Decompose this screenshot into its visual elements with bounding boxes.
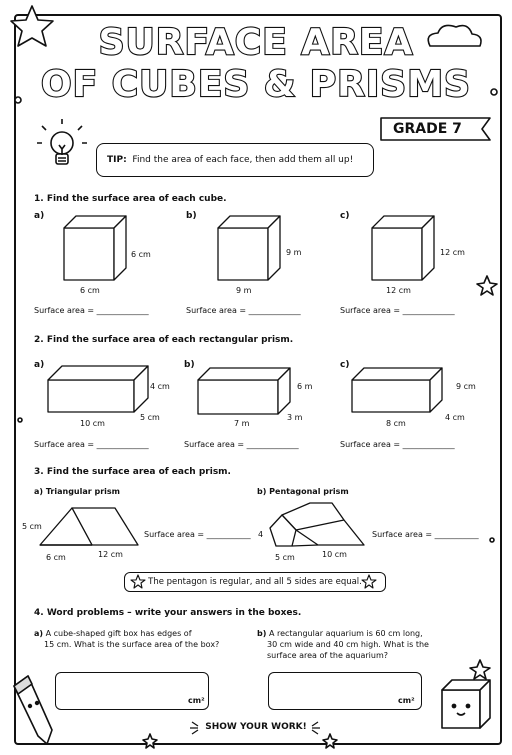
s2-b-depth: 3 m [287, 413, 303, 422]
s1-a-bottom: 6 cm [80, 286, 100, 295]
s2-b-length: 7 m [234, 419, 250, 428]
s1-b-side: 9 m [286, 248, 302, 257]
tip-label: TIP: [107, 155, 127, 165]
show-your-work: SHOW YOUR WORK! [205, 722, 307, 732]
s2-c-answer: Surface area = _____________ [340, 440, 455, 449]
section2-heading: 2. Find the surface area of each rectangular prism. [34, 335, 294, 345]
s4-a-letter: a) [34, 629, 44, 638]
s2-a-length: 10 cm [80, 419, 105, 428]
s3-a-answer: Surface area = ___________ [144, 530, 251, 539]
s4-b-line3: surface area of the aquarium? [267, 651, 388, 660]
s4-b-unit: cm² [398, 696, 415, 705]
grade-label: GRADE 7 [393, 121, 462, 137]
section1-heading: 1. Find the surface area of each cube. [34, 194, 227, 204]
s4-b-letter: b) [257, 629, 267, 638]
s2-c-height: 9 cm [456, 382, 476, 391]
s3-b-answer: Surface area = ___________ [372, 530, 479, 539]
section4-heading: 4. Word problems – write your answers in the boxes. [34, 608, 302, 618]
s3-b-label: b) Pentagonal prism [257, 487, 349, 496]
s3-a-side: 5 cm [22, 522, 42, 531]
s1-c-answer: Surface area = _____________ [340, 306, 455, 315]
s2-a-letter: a) [34, 360, 45, 370]
s2-c-letter: c) [340, 360, 350, 370]
s2-b-letter: b) [184, 360, 195, 370]
s3-b-side: 5 cm [275, 553, 295, 562]
s3-a-label: a) Triangular prism [34, 487, 121, 496]
title-line-1: SURFACE AREA [98, 22, 414, 63]
s1-c-side: 12 cm [440, 248, 465, 257]
s1-c-bottom: 12 cm [386, 286, 411, 295]
s4-a-line1: A cube-shaped gift box has edges of [45, 629, 192, 638]
s2-b-answer: Surface area = _____________ [184, 440, 299, 449]
s1-a-answer: Surface area = _____________ [34, 306, 149, 315]
s1-b-letter: b) [186, 211, 197, 221]
s4-a-line2: 15 cm. What is the surface area of the box? [44, 640, 220, 649]
s2-c-length: 8 cm [386, 419, 406, 428]
s1-c-letter: c) [340, 211, 350, 221]
title-line-2: OF CUBES & PRISMS [41, 64, 471, 105]
s2-b-height: 6 m [297, 382, 313, 391]
s4-b-line1: A rectangular aquarium is 60 cm long, [268, 629, 423, 638]
s2-c-depth: 4 cm [445, 413, 465, 422]
tip-text: Find the area of each face, then add them all up! [132, 155, 354, 165]
section3-heading: 3. Find the surface area of each prism. [34, 467, 231, 477]
note-text: The pentagon is regular, and all 5 sides are equal. [148, 577, 362, 587]
s1-b-bottom: 9 m [236, 286, 252, 295]
s4-a-unit: cm² [188, 696, 205, 705]
s3-a-base: 6 cm [46, 553, 66, 562]
s4-b-line2: 30 cm wide and 40 cm high. What is the [267, 640, 429, 649]
s3-a-length: 12 cm [98, 550, 123, 559]
s3-b-length: 10 cm [322, 550, 347, 559]
s2-a-depth: 5 cm [140, 413, 160, 422]
s1-b-answer: Surface area = _____________ [186, 306, 301, 315]
s3-b-left: 4 [258, 530, 264, 539]
s1-a-side: 6 cm [131, 250, 151, 259]
s1-a-letter: a) [34, 211, 45, 221]
s2-a-height: 4 cm [150, 382, 170, 391]
s2-a-answer: Surface area = _____________ [34, 440, 149, 449]
